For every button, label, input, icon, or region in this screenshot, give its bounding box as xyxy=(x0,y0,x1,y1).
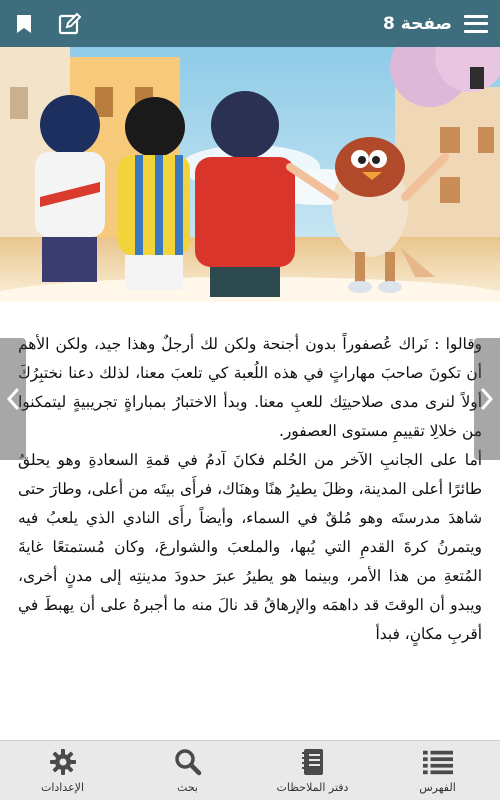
story-text xyxy=(0,330,500,740)
page-number-title: صفحة 8 xyxy=(383,13,452,34)
nav-index[interactable] xyxy=(375,741,500,800)
chevron-left-icon xyxy=(6,387,20,411)
nav-settings-label: الإعدادات xyxy=(40,781,85,794)
story-paragraph: وقالوا : نَراك عُصفوراً بدون أجنحة ولكن لك أرجلٌ وهذا جيد، ولكن الأهم أن تكونَ صاحبَ مهاراتٍ في هذه اللُعبة كي تلعبَ معنا، لذلك دعنا نختبِرُكَ أولاً لنرى مدى صلاحيتِك للعبِ معنا. وبدأ الاختبارُ بمباراةٍ تجريبيةٍ ليتمكنوا من خلالِا تقييمِ مستوى العصفور. xyxy=(18,335,482,440)
top-bar-title-group xyxy=(383,14,488,34)
hamburger-icon[interactable] xyxy=(464,15,488,33)
story-illustration xyxy=(0,47,500,302)
search-icon xyxy=(173,747,203,777)
list-index-icon xyxy=(423,747,453,777)
nav-settings[interactable] xyxy=(0,741,125,800)
previous-page-button[interactable] xyxy=(0,338,26,460)
top-bar-actions xyxy=(12,12,82,36)
nav-notebook[interactable] xyxy=(250,741,375,800)
next-page-button[interactable] xyxy=(474,338,500,460)
bookmark-icon[interactable] xyxy=(12,12,36,36)
edit-note-icon[interactable] xyxy=(58,12,82,36)
nav-notebook-label: دفتر الملاحظات xyxy=(276,781,349,794)
nav-index-label: الفهرس xyxy=(419,781,456,794)
top-bar xyxy=(0,0,500,47)
story-paragraph: أما على الجانبِ الآخر من الحُلم فكانَ آدمُ في قمةِ السعادةِ وهو يحلقُ طائرًا أعلى المدينة، وظلَ يطيرُ هنًا وهنَاك، فرأَى بيتَه من أعلى، وطارَ حتى شاهدَ مدرستَه وهو مُلقٌ في السماء، وأيضاً رأَى النادي الذي يلعبُ فيه ويتمرنُ كرةَ القدمِ التي يُبها، والملعبَ والشوارعَ، وكان مُستمتعًا غايةَ المُتعةِ من هذا الأمر، وبينما هو يطيرُ عبرَ حدودَ مدينتِه إلى مدنٍ أخرى، ويبدو أن الوقتَ قد داهمَه والإرهاقُ قد نالَ منه ما أجبرهُ على أن يهبطَ في أقربِ مكانٍ، فبدأ xyxy=(18,451,482,643)
nav-search-label: بحث xyxy=(177,781,198,794)
gear-icon xyxy=(48,747,78,777)
notebook-icon xyxy=(298,747,328,777)
chevron-right-icon xyxy=(480,387,494,411)
bottom-nav xyxy=(0,740,500,800)
nav-search[interactable] xyxy=(125,741,250,800)
